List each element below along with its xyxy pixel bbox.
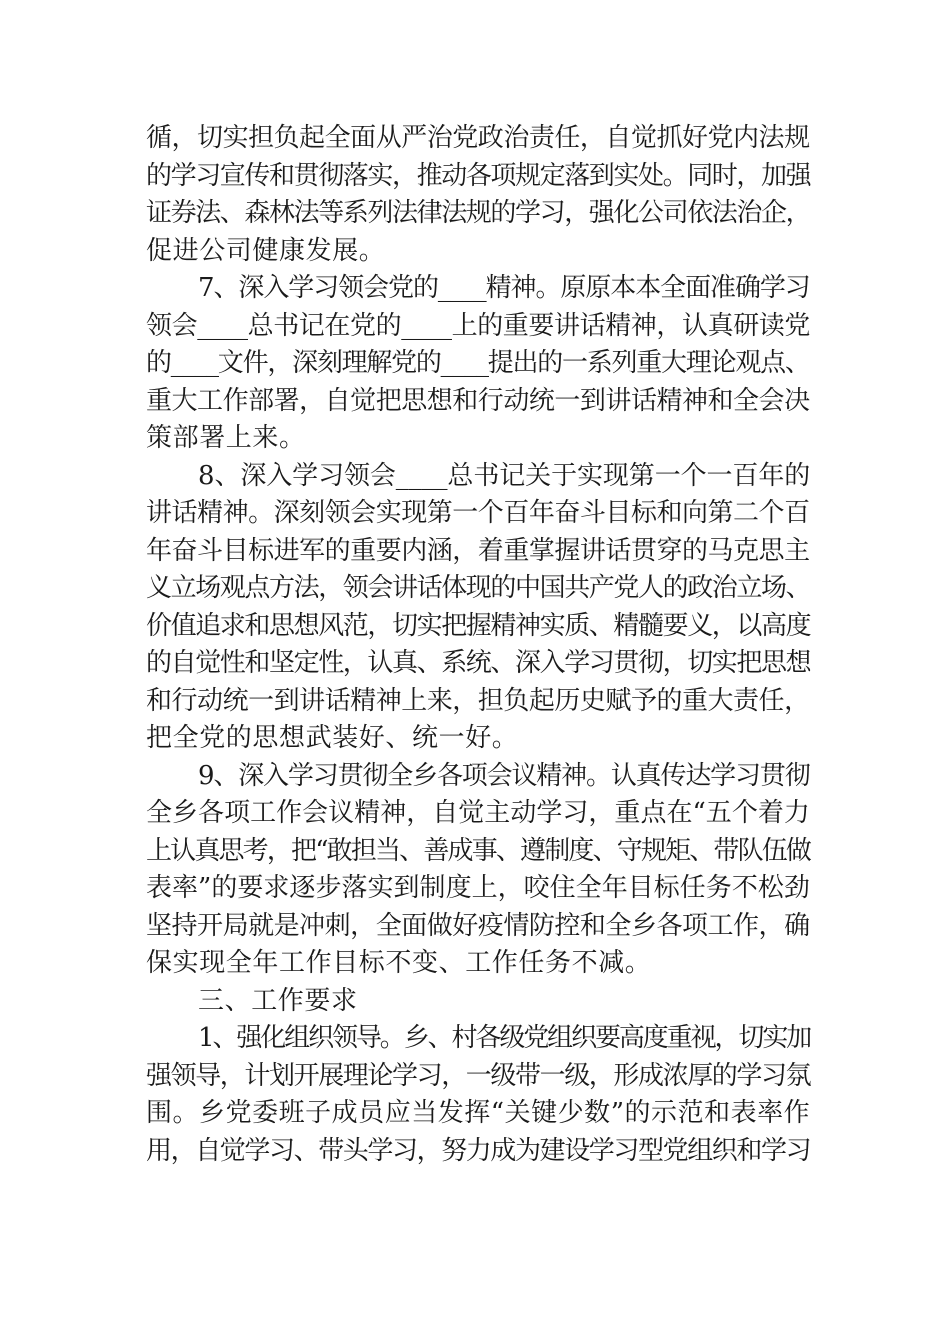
section-heading-text: 三、工作要求 (198, 985, 358, 1016)
section-heading (146, 983, 810, 1021)
text-line: 讲话精神。深刻领会实现第一个百年奋斗目标和向第二个百 (146, 498, 810, 528)
text-line: 1、强化组织领导。乡、村各级党组织要高度重视，切实加 (198, 1023, 811, 1053)
text-line: 表率”的要求逐步落实到制度上，咬住全年目标任务不松劲 (146, 873, 810, 903)
paragraph-item-8 (146, 458, 810, 758)
text-line: 7、深入学习领会党的____精神。原原本本全面准确学习 (198, 273, 810, 303)
text-line: 和行动统一到讲话精神上来，担负起历史赋予的重大责任， (146, 685, 810, 716)
paragraph-item-7 (146, 270, 810, 458)
text-line: 全乡各项工作会议精神，自觉主动学习，重点在“五个着力 (146, 798, 810, 828)
text-line: 强领导，计划开展理论学习，一级带一级，形成浓厚的学习氛 (146, 1060, 811, 1091)
text-line: 价值追求和思想风范，切实把握精神实质、精髓要义，以高度 (146, 610, 811, 641)
text-line: 年奋斗目标进军的重要内涵，着重掌握讲话贯穿的马克思主 (146, 535, 810, 566)
text-line: 的自觉性和坚定性，认真、系统、深入学习贯彻，切实把思想 (146, 648, 811, 678)
document-page (146, 120, 810, 1170)
text-line: 9、深入学习贯彻全乡各项会议精神。认真传达学习贯彻 (198, 760, 810, 791)
text-line: 坚持开局就是冲刺，全面做好疫情防控和全乡各项工作，确 (146, 910, 810, 941)
text-line: 证券法、森林法等系列法律法规的学习，强化公司依法治企， (146, 198, 811, 228)
text-line: 领会____总书记在党的____上的重要讲话精神，认真研读党 (146, 310, 811, 341)
text-line: 用，自觉学习、带头学习，努力成为建设学习型党组织和学习 (146, 1135, 811, 1166)
text-line: 义立场观点方法，领会讲话体现的中国共产党人的政治立场、 (146, 573, 811, 603)
text-line: 促进公司健康发展。 (146, 235, 386, 266)
text-line: 8、深入学习领会____总书记关于实现第一个一百年的 (198, 460, 811, 491)
text-line: 的____文件，深刻理解党的____提出的一系列重大理论观点、 (146, 348, 810, 378)
text-line: 循，切实担负起全面从严治党政治责任，自觉抓好党内法规 (146, 123, 810, 153)
text-line: 围。乡党委班子成员应当发挥“关键少数”的示范和表率作 (146, 1098, 811, 1128)
text-line: 策部署上来。 (146, 423, 306, 453)
text-line: 重大工作部署，自觉把思想和行动统一到讲话精神和全会决 (146, 385, 810, 416)
text-line: 的学习宣传和贯彻落实，推动各项规定落到实处。同时，加强 (146, 160, 811, 191)
paragraph-continuation (146, 120, 810, 270)
text-line: 把全党的思想武装好、统一好。 (146, 723, 519, 753)
paragraph-requirement-1 (146, 1020, 810, 1170)
text-line: 上认真思考，把“敢担当、善成事、遵制度、守规矩、带队伍做 (146, 835, 811, 866)
paragraph-item-9 (146, 758, 810, 983)
text-line: 保实现全年工作目标不变、工作任务不减。 (146, 948, 652, 978)
